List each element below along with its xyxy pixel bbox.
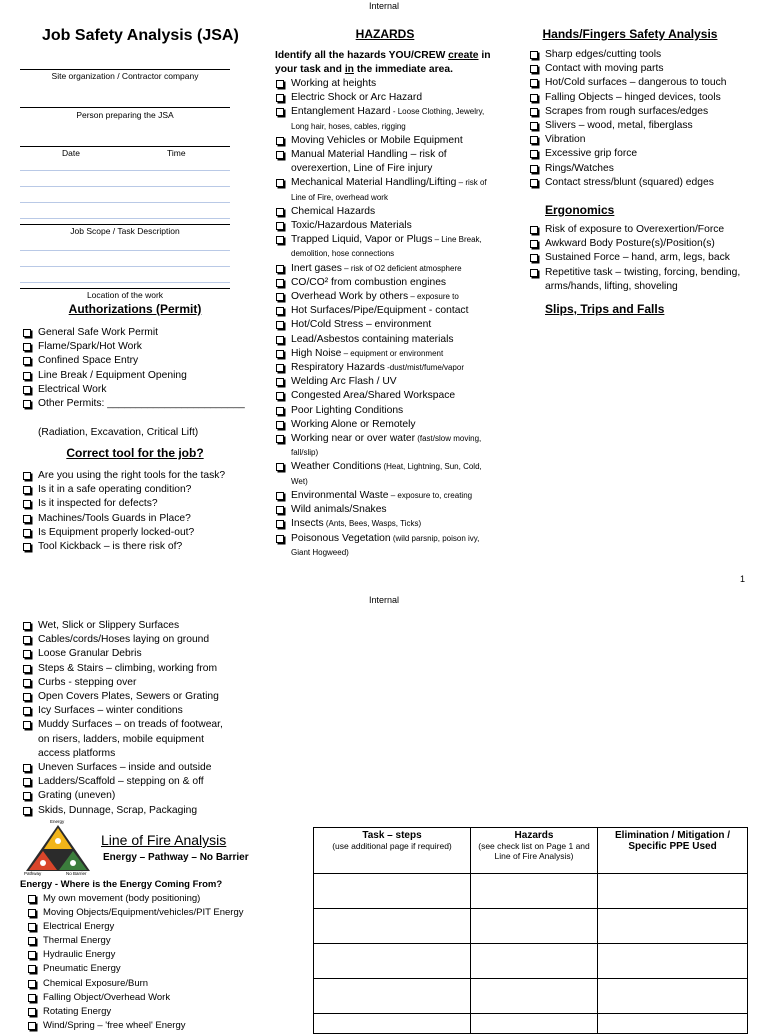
- checklist-item[interactable]: Falling Object/Overhead Work: [27, 991, 297, 1005]
- job-scope-line[interactable]: [20, 224, 230, 225]
- location-line[interactable]: [20, 288, 230, 289]
- checklist-item[interactable]: Contact with moving parts: [529, 62, 754, 76]
- hazards-header: Hazards (see check list on Page 1 and Line of Fire Analysis): [471, 828, 598, 874]
- task-steps-header: Task – steps (use additional page if required): [314, 828, 471, 874]
- hazards-intro: Identify all the hazards YOU/CREW create in your task and in the immediate area.: [275, 50, 491, 75]
- preparer-caption: Person preparing the JSA: [76, 110, 174, 120]
- hazards-list: [275, 77, 497, 560]
- checklist-item[interactable]: Other Permits: ________________________: [22, 397, 262, 411]
- jsa-task-table: [313, 827, 748, 1034]
- checklist-item[interactable]: Risk of exposure to Overexertion/Force: [529, 223, 744, 237]
- authorizations-heading: Authorizations (Permit): [68, 302, 202, 316]
- checklist-item[interactable]: Confined Space Entry: [22, 354, 262, 368]
- line-of-fire-heading: Line of Fire Analysis: [101, 832, 227, 848]
- page-title: Job Safety Analysis (JSA): [42, 27, 239, 44]
- mitigation-header: Elimination / Mitigation / Specific PPE Used: [598, 828, 748, 874]
- checklist-item[interactable]: Ladders/Scaffold – stepping on & off: [22, 775, 237, 789]
- checklist-item[interactable]: Electrical Work: [22, 383, 262, 397]
- table-row: [314, 979, 748, 1014]
- checklist-item[interactable]: Electric Shock or Arc Hazard: [275, 91, 497, 105]
- checklist-item[interactable]: Overhead Work by others – exposure to: [275, 290, 497, 304]
- checklist-item[interactable]: Rotating Energy: [27, 1005, 297, 1019]
- logo-no-barrier-label: No Barrier: [66, 871, 87, 876]
- checklist-item[interactable]: Machines/Tools Guards in Place?: [22, 512, 262, 526]
- table-cell[interactable]: [314, 909, 471, 944]
- checklist-item[interactable]: General Safe Work Permit: [22, 326, 262, 340]
- location-caption: Location of the work: [86, 290, 164, 300]
- table-cell[interactable]: [471, 979, 598, 1014]
- checklist-item[interactable]: Weather Conditions (Heat, Lightning, Sun, Cold, Wet): [275, 460, 497, 488]
- checklist-item[interactable]: Is it in a safe operating condition?: [22, 483, 262, 497]
- date-caption: Date: [62, 148, 80, 158]
- table-cell[interactable]: [314, 944, 471, 979]
- table-row: [314, 874, 748, 909]
- checklist-item[interactable]: Slivers – wood, metal, fiberglass: [529, 119, 754, 133]
- checklist-item[interactable]: Trapped Liquid, Vapor or Plugs – Line Break, demolition, hose connections: [275, 233, 497, 261]
- checklist-item[interactable]: Awkward Body Posture(s)/Position(s): [529, 237, 744, 251]
- checklist-item[interactable]: Toxic/Hazardous Materials: [275, 219, 497, 233]
- checklist-item[interactable]: Thermal Energy: [27, 934, 297, 948]
- job-scope-rule: [20, 266, 230, 267]
- site-org-line[interactable]: [20, 69, 230, 70]
- date-time-rule: [20, 218, 230, 219]
- correct-tool-heading: Correct tool for the job?: [66, 446, 204, 460]
- ergonomics-list: [529, 223, 744, 294]
- table-cell[interactable]: [471, 909, 598, 944]
- table-cell[interactable]: [314, 979, 471, 1014]
- checklist-item[interactable]: Hot/Cold Stress – environment: [275, 318, 497, 332]
- checklist-item[interactable]: Hot Surfaces/Pipe/Equipment - contact: [275, 304, 497, 318]
- checklist-item[interactable]: CO/CO² from combustion engines: [275, 276, 497, 290]
- checklist-item[interactable]: Wild animals/Snakes: [275, 503, 497, 517]
- hazards-heading: HAZARDS: [355, 27, 415, 41]
- page2-classification: Internal: [368, 595, 400, 605]
- checklist-item[interactable]: Skids, Dunnage, Scrap, Packaging: [22, 804, 237, 818]
- date-time-line[interactable]: [20, 146, 230, 147]
- page1-classification: Internal: [368, 1, 400, 11]
- checklist-item[interactable]: Tool Kickback – is there risk of?: [22, 540, 262, 554]
- date-time-rule: [20, 170, 230, 171]
- checklist-item[interactable]: Hot/Cold surfaces – dangerous to touch: [529, 76, 754, 90]
- table-row: [314, 944, 748, 979]
- checklist-item[interactable]: Working at heights: [275, 77, 497, 91]
- checklist-item[interactable]: Contact stress/blunt (squared) edges: [529, 176, 754, 190]
- checklist-item[interactable]: Respiratory Hazards -dust/mist/fume/vapor: [275, 361, 497, 375]
- checklist-item[interactable]: Wet, Slick or Slippery Surfaces: [22, 619, 237, 633]
- checklist-item[interactable]: Sustained Force – hand, arm, legs, back: [529, 251, 744, 265]
- table-row: [314, 909, 748, 944]
- checklist-item[interactable]: Falling Objects – hinged devices, tools: [529, 91, 754, 105]
- checklist-item[interactable]: Poor Lighting Conditions: [275, 404, 497, 418]
- checklist-item[interactable]: Flame/Spark/Hot Work: [22, 340, 262, 354]
- job-scope-rule: [20, 282, 230, 283]
- checklist-item[interactable]: Entanglement Hazard - Loose Clothing, Jewelry, Long hair, hoses, cables, rigging: [275, 105, 497, 133]
- checklist-item[interactable]: Rings/Watches: [529, 162, 754, 176]
- checklist-item[interactable]: Line Break / Equipment Opening: [22, 369, 262, 383]
- slips-heading: Slips, Trips and Falls: [545, 302, 665, 316]
- permits-note: (Radiation, Excavation, Critical Lift): [38, 427, 199, 438]
- logo-pathway-label: Pathway: [24, 871, 42, 876]
- checklist-item[interactable]: Muddy Surfaces – on treads of footwear, on risers, ladders, mobile equipment access platforms: [22, 718, 237, 761]
- checklist-item[interactable]: Congested Area/Shared Workspace: [275, 389, 497, 403]
- line-of-fire-logo: [22, 819, 94, 879]
- checklist-item[interactable]: Scrapes from rough surfaces/edges: [529, 105, 754, 119]
- checklist-item[interactable]: Lead/Asbestos containing materials: [275, 333, 497, 347]
- checklist-item[interactable]: Environmental Waste – exposure to, creating: [275, 489, 497, 503]
- hands-heading: Hands/Fingers Safety Analysis: [542, 27, 718, 41]
- authorizations-list: [22, 326, 262, 411]
- time-caption: Time: [167, 148, 186, 158]
- job-scope-rule: [20, 250, 230, 251]
- energy-symbol-icon: [55, 838, 61, 844]
- line-of-fire-subheading: Energy – Pathway – No Barrier: [103, 852, 249, 863]
- checklist-item[interactable]: High Noise – equipment or environment: [275, 347, 497, 361]
- table-cell[interactable]: [471, 944, 598, 979]
- checklist-item[interactable]: Wind/Spring – 'free wheel' Energy: [27, 1019, 297, 1033]
- checklist-item[interactable]: Moving Vehicles or Mobile Equipment: [275, 134, 497, 148]
- table-cell[interactable]: [471, 874, 598, 909]
- checklist-item[interactable]: Welding Arc Flash / UV: [275, 375, 497, 389]
- checklist-item[interactable]: Icy Surfaces – winter conditions: [22, 704, 237, 718]
- checklist-item[interactable]: Pneumatic Energy: [27, 962, 297, 976]
- checklist-item[interactable]: Insects (Ants, Bees, Wasps, Ticks): [275, 517, 497, 531]
- table-header-row: [314, 828, 748, 874]
- checklist-item[interactable]: Electrical Energy: [27, 920, 297, 934]
- checklist-item[interactable]: Open Covers Plates, Sewers or Grating: [22, 690, 237, 704]
- checklist-item[interactable]: Working near or over water (fast/slow moving, fall/slip): [275, 432, 497, 460]
- checklist-item[interactable]: Repetitive task – twisting, forcing, bending, arms/hands, lifting, shoveling: [529, 266, 744, 294]
- checklist-item[interactable]: Chemical Exposure/Burn: [27, 977, 297, 991]
- checklist-item[interactable]: Vibration: [529, 133, 754, 147]
- checklist-item[interactable]: Steps & Stairs – climbing, working from: [22, 662, 237, 676]
- pathway-symbol-icon: [40, 860, 46, 866]
- checklist-item[interactable]: Poisonous Vegetation (wild parsnip, poison ivy, Giant Hogweed): [275, 532, 497, 560]
- checklist-item[interactable]: Is it inspected for defects?: [22, 497, 262, 511]
- preparer-line[interactable]: [20, 107, 230, 108]
- checklist-item[interactable]: Mechanical Material Handling/Lifting – risk of Line of Fire, overhead work: [275, 176, 497, 204]
- checklist-item[interactable]: Loose Granular Debris: [22, 647, 237, 661]
- date-time-rule: [20, 186, 230, 187]
- site-org-caption: Site organization / Contractor company: [51, 71, 199, 81]
- barrier-symbol-icon: [70, 860, 76, 866]
- table-cell[interactable]: [598, 909, 748, 944]
- checklist-item[interactable]: My own movement (body positioning): [27, 892, 297, 906]
- checklist-item[interactable]: Excessive grip force: [529, 147, 754, 161]
- logo-energy-label: Energy: [50, 819, 65, 824]
- job-scope-caption: Job Scope / Task Description: [70, 226, 180, 236]
- checklist-item[interactable]: Uneven Surfaces – inside and outside: [22, 761, 237, 775]
- checklist-item[interactable]: Curbs - stepping over: [22, 676, 237, 690]
- checklist-item[interactable]: Inert gases – risk of O2 deficient atmosphere: [275, 262, 497, 276]
- table-cell[interactable]: [598, 979, 748, 1014]
- checklist-item[interactable]: Are you using the right tools for the task?: [22, 469, 262, 483]
- checklist-item[interactable]: Cables/cords/Hoses laying on ground: [22, 633, 237, 647]
- energy-list: [27, 892, 297, 1033]
- checklist-item[interactable]: Hydraulic Energy: [27, 948, 297, 962]
- checklist-item[interactable]: Manual Material Handling – risk of overexertion, Line of Fire injury: [275, 148, 497, 176]
- slips-list: [22, 619, 237, 818]
- table-cell[interactable]: [598, 944, 748, 979]
- checklist-item[interactable]: Is Equipment properly locked-out?: [22, 526, 262, 540]
- page-number: 1: [740, 574, 746, 584]
- checklist-item[interactable]: Sharp edges/cutting tools: [529, 48, 754, 62]
- table-cell[interactable]: [598, 874, 748, 909]
- ergonomics-heading: Ergonomics: [545, 203, 615, 217]
- date-time-rule: [20, 202, 230, 203]
- checklist-item[interactable]: Working Alone or Remotely: [275, 418, 497, 432]
- table-cell[interactable]: [314, 874, 471, 909]
- energy-question: Energy - Where is the Energy Coming From?: [20, 879, 223, 890]
- checklist-item[interactable]: Chemical Hazards: [275, 205, 497, 219]
- correct-tool-list: [22, 469, 262, 554]
- checklist-item[interactable]: Moving Objects/Equipment/vehicles/PIT Energy: [27, 906, 297, 920]
- checklist-item[interactable]: Grating (uneven): [22, 789, 237, 803]
- hands-list: [529, 48, 754, 190]
